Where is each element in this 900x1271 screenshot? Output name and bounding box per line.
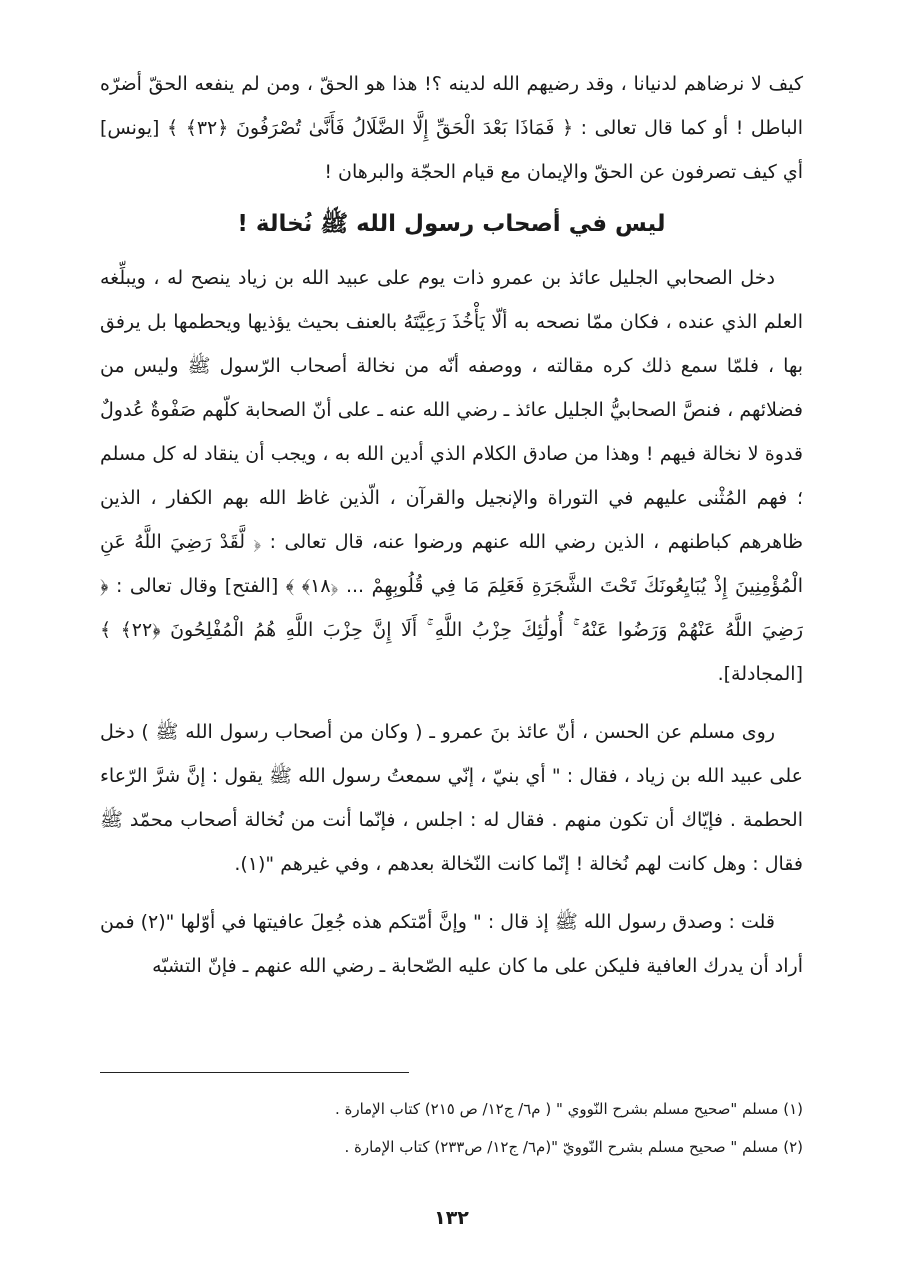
footnote-1: (١) مسلم "صحيح مسلم بشرح النّووي " ( م٦/ ج١٢/ ص ٢١٥) كتاب الإمارة . — [334, 1100, 803, 1118]
book-page — [100, 62, 803, 1271]
intro-paragraph: كيف لا نرضاهم لدنيانا ، وقد رضيهم الله لدينه ؟! هذا هو الحقّ ، ومن لم ينفعه الحقّ أضرّه الباطل ! أو كما قال تعالى : ﴿ فَمَاذَا بَعْدَ الْحَقِّ إِلَّا الضَّلَالُ فَأَنَّىٰ تُصْرَفُونَ ﴿٣٢﴾ ﴾ [يونس] أي كيف تصرفون عن الحقّ والإيمان مع قيام الحجّة والبرهان ! — [100, 73, 803, 183]
section-heading: ليس في أصحاب رسول الله ﷺ نُخالة ! — [237, 211, 666, 237]
page-number: ١٣٢ — [434, 1207, 469, 1229]
footnotes — [100, 1090, 803, 1166]
body-paragraph-1: دخل الصحابي الجليل عائذ بن عمرو ذات يوم على عبيد الله بن زياد ينصح له ، ويبلِّغه العلم الذي عنده ، فكان ممّا نصحه به ألّا يَأْخُذَ رَعِيَّتَهُ بالعنف بحيث يؤذيها ويحطمها بل يرفق بها ، فلمّا سمع ذلك كره مقالته ، ووصفه أنّه من نخالة أصحاب الرّسول ﷺ وليس من فضلائهم ، فنصَّ الصحابيُّ الجليل عائذ ـ رضي الله عنه ـ على أنّ الصحابة كلّهم صَفْوةٌ عُدولٌ قدوة لا نخالة فيهم ! وهذا من صادق الكلام الذي أدين الله به ، ويجب أن ينقاد له كل مسلم ؛ فهم المُثْنى عليهم في التوراة والإنجيل والقرآن ، الّذين غاظ الله بهم الكفار ، الذين ظاهرهم كباطنهم ، الذين رضي الله عنهم ورضوا عنه، قال تعالى : ﴿ لَّقَدْ رَضِيَ اللَّهُ عَنِ الْمُؤْمِنِينَ إِذْ يُبَايِعُونَكَ تَحْتَ الشَّجَرَةِ فَعَلِمَ مَا فِي قُلُوبِهِمْ ... ﴿١٨﴾ ﴾ [الفتح] وقال تعالى : ﴿ رَضِيَ اللَّهُ عَنْهُمْ وَرَضُوا عَنْهُ ۚ أُولَٰئِكَ حِزْبُ اللَّهِ ۚ أَلَا إِنَّ حِزْبَ اللَّهِ هُمُ الْمُفْلِحُونَ ﴿٢٢﴾ ﴾ [المجادلة]. — [100, 267, 803, 685]
footnote-2: (٢) مسلم " صحيح مسلم بشرح النّوويّ "(م٦/ ج١٢/ ص٢٣٣) كتاب الإمارة . — [344, 1138, 803, 1156]
footnote-divider — [100, 1072, 409, 1073]
body-paragraph-3: قلت : وصدق رسول الله ﷺ إذ قال : " وإنَّ أمّتكم هذه جُعِلَ عافيتها في أوّلها "(٢) فمن أراد أن يدرك العافية فليكن على ما كان عليه الصّحابة ـ رضي الله عنهم ـ فإنّ التشبّه — [100, 911, 803, 977]
body-paragraph-2: روى مسلم عن الحسن ، أنّ عائذ بنَ عمرو ـ ( وكان من أصحاب رسول الله ﷺ ) دخل على عبيد الله بن زياد ، فقال : " أي بنيّ ، إنّي سمعتُ رسول الله ﷺ يقول : إنَّ شرَّ الرّعاء الحطمة . فإيّاك أن تكون منهم . فقال له : اجلس ، فإنّما أنت من نُخالة أصحاب محمّد ﷺ فقال : وهل كانت لهم نُخالة ! إنّما كانت النّخالة بعدهم ، وفي غيرهم "(١). — [100, 721, 803, 875]
